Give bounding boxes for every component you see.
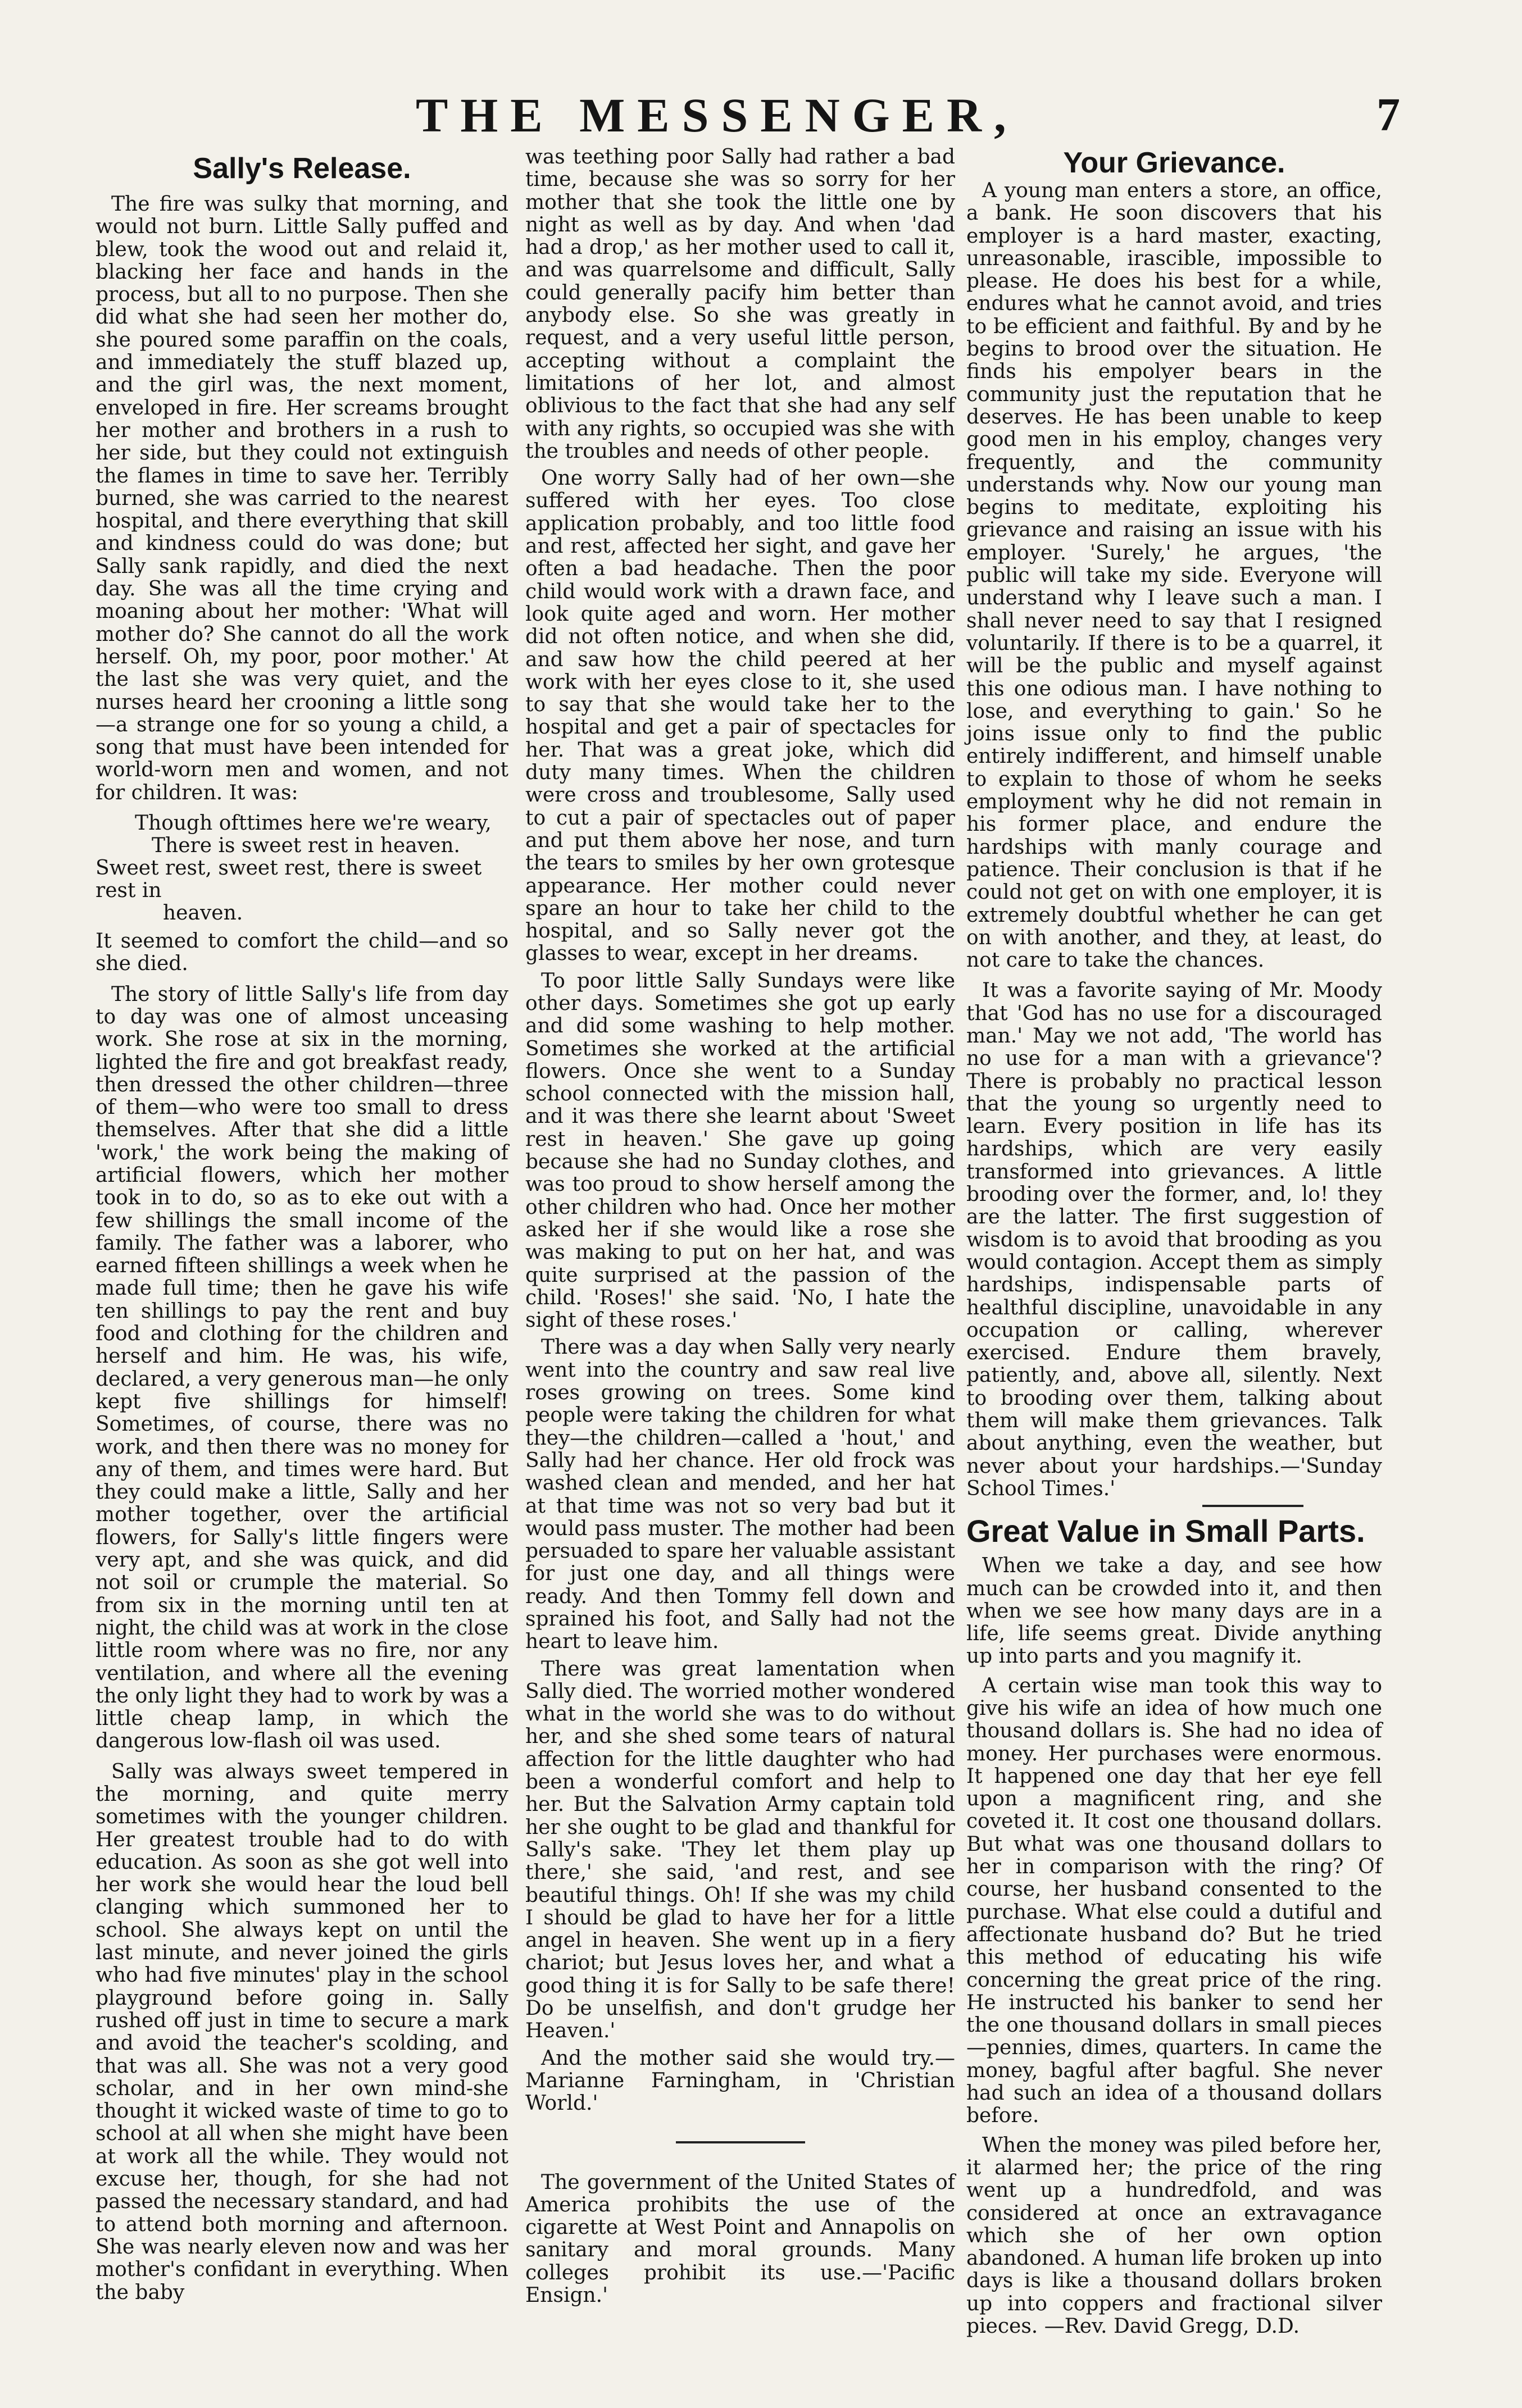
sally-paragraph-4: Sally was always sweet tempered in the morning, and quite merry sometimes with the younger children. Her greatest trouble had to do with education. As soon as she got well into her work she would hear the loud bell clanging which summoned her to school. She always kept on until the last minute, and never joined the girls who had five minutes' play in the school playground before going in. Sally rushed off just in time to secure a mark and avoid the teacher's scolding, and that was all. She was not a very good scholar, and in her own mind-she thought it wicked waste of time to go to school at all when she might have been at work all the while. They would not excuse her, though, for she had not passed the necessary standard, and had to attend both morning and afternoon. She was nearly eleven now and was her mother's confidant in everything. When the baby [96, 1760, 508, 2304]
article-title-your-grievance: Your Grievance. [1063, 147, 1285, 179]
value-paragraph-3: When the money was piled before her, it alarmed her; the price of the ring went up a hundredfold, and was considered at once an extravagance which she of her own option abandoned. A human life broken up into days is like a thousand dollars broken up into coppers and fractional silver pieces. —Rev. David Gregg, D.D. [966, 2133, 1382, 2338]
sally-paragraph-6: One worry Sally had of her own—she suffered with her eyes. Too close application probably, and too little food and rest, affected her sight, and gave her often a bad headache. Then the poor child would work with a drawn face, and look quite aged and worn. Her mother did not often notice, and when she did, and saw how the child peered at her work with her eyes close to it, she used to say that she would take her to the hospital and get a pair of spectacles for her. That was a great joke, which did duty many times. When the children were cross and troublesome, Sally used to cut a pair of spectacles out of paper and put them above her nose, and turn the tears to smiles by her own grotesque appearance. Her mother could never spare an hour to take her child to the hospital, and so Sally never got the glasses to wear, except in her dreams. [525, 467, 955, 966]
verse-line-3: Sweet rest, sweet rest, there is sweet rest in [96, 857, 482, 903]
sally-paragraph-5: was teething poor Sally had rather a bad time, because she was so sorry for her mother that she took the little one by night as well as by day. And when 'dad had a drop,' as her mother used to call it, and was quarrelsome and difficult, Sally could generally pacify him better than anybody else. So she was greatly in request, and a very useful little person, accepting without a complaint the limitations of her lot, and almost oblivious to the fact that she had any self with any rights, so occupied was she with the troubles and needs of other people. [525, 145, 955, 463]
sally-paragraph-1: The fire was sulky that morning, and would not burn. Little Sally puffed and blew, took the wood out and relaid it, blacking her face and hands in the process, but all to no purpose. Then she did what she had seen her mother do, she poured some paraffin on the coals, and immediately the stuff blazed up, and the girl was, the next moment, enveloped in fire. Her screams brought her mother and brothers in a rush to her side, but they could not extinguish the flames in time to save her. Terribly burned, she was carried to the nearest hospital, and there everything that skill and kindness could do was done; but Sally sank rapidly, and died the next day. She was all the time crying and moaning about her mother: 'What will mother do? She cannot do all the work herself. Oh, my poor, poor mother.' At the last she was very quiet, and the nurses heard her crooning a little song—a strange one for so young a child, a song that must have been intended for world-worn men and women, and not for children. It was: [96, 193, 508, 804]
sally-paragraph-10: And the mother said she would try.—Marianne Farningham, in 'Christian World.' [525, 2046, 955, 2115]
newspaper-title: THE MESSENGER, [416, 88, 1019, 142]
sally-paragraph-8: There was a day when Sally very nearly went into the country and saw real live roses growing on trees. Some kind people were taking the children for what they—the children—called a 'hout,' and Sally had her chance. Her old frock was washed clean and mended, and her hat at that time was not so very bad but it would pass muster. The mother had been persuaded to spare her valuable assistant for just one day, and all things were ready. And then Tommy fell down and sprained his foot, and Sally had not the heart to leave him. [525, 1336, 955, 1654]
value-paragraph-2: A certain wise man took this way to give his wife an idea of how much one thousand dollars is. She had no idea of money. Her purchases were enormous. It happened one day that her eye fell upon a magnificent ring, and she coveted it. It cost one thousand dollars. But what was one thousand dollars to her in comparison with the ring? Of course, her husband consented to the purchase. What else could a dutiful and affectionate husband do? But he tried this method of educating his wife concerning the great price of the ring. He instructed his banker to send her the one thousand dollars in small pieces—pennies, dimes, quarters. In came the money, bagful after bagful. She never had such an idea of a thousand dollars before. [966, 1674, 1382, 2128]
column-3 [966, 146, 1382, 2338]
masthead [0, 84, 1522, 146]
column-1 [96, 146, 508, 2304]
verse-line-2: There is sweet rest in heaven. [152, 834, 460, 858]
hymn-verse [96, 812, 508, 925]
grievance-paragraph-1: A young man enters a store, an office, a bank. He soon discovers that his employer is a hard master, exacting, unreasonable, irascible, impossible to please. He does his best for a while, endures what he cannot avoid, and tries to be efficient and faithful. By and by he begins to brood over the situation. He finds his empolyer bears in the community just the reputation that he deserves. He has been unable to keep good men in his employ, changes very frequently, and the community understands why. Now our young man begins to meditate, exploiting his grievance and raising an issue with his employer. 'Surely,' he argues, 'the public will take my side. Everyone will understand why I leave such a man. I shall never need to say that I resigned voluntarily. If there is to be a quarrel, it will be the public and myself against this one odious man. I have nothing to lose, and everything to gain.' So he joins issue only to find the public entirely indifferent, and himself unable to explain to those of whom he seeks employment why he did not remain in his former place, and endure the hardships with manly courage and patience. Their conclusion is that if he could not get on with one employer, it is extremely doubtful whether he can get on with another, and they, at least, do not care to take the chances. [966, 179, 1382, 972]
verse-line-1: Though ofttimes here we're weary, [135, 812, 492, 835]
page-number: 7 [1376, 89, 1400, 141]
value-paragraph-1: When we take a day, and see how much can be crowded into it, and then when we see how many days are in a life, life seems great. Divide anything up into parts and you magnify it. [966, 1554, 1382, 1668]
sally-paragraph-3: The story of little Sally's life from day to day was one of almost unceasing work. She rose at six in the morning, lighted the fire and got breakfast ready, then dressed the other children—three of them—who were too small to dress themselves. After that she did a little 'work,' the work being the making of artificial flowers, which her mother took in to do, so as to eke out with a few shillings the small income of the family. The father was a laborer, who earned fifteen shillings a week when he made full time; then he gave his wife ten shillings to pay the rent and buy food and clothing for the children and herself and him. He was, his wife, declared, a very generous man—he only kept five shillings for himself! Sometimes, of course, there was no work, and then there was no money for any of them, and times were hard. But they could make a little, Sally and her mother together, over the artificial flowers, for Sally's little fingers were very apt, and she was quick, and did not soil or crumple the material. So from six in the morning until ten at night, the child was at work in the close little room where was no fire, nor any ventilation, and where all the evening the only light they had to work by was a little cheap lamp, in which the dangerous low-flash oil was used. [96, 982, 508, 1753]
verse-line-4: heaven. [163, 902, 243, 925]
column-2 [525, 146, 955, 2307]
article-title-great-value: Great Value in Small Parts. [966, 1513, 1365, 1549]
grievance-paragraph-2: It was a favorite saying of Mr. Moody that 'God has no use for a discouraged man.' May we not add, 'The world has no use for a man with a grievance'? There is probably no practical lesson that the young so urgently need to learn. Every position in life has its hardships, which are very easily transformed into grievances. A little brooding over the former, and, lo! they are the latter. The first suggestion of wisdom is to avoid that brooding as you would contagion. Accept them as simply hardships, indispensable parts of healthful discipline, unavoidable in any occupation or calling, wherever exercised. Endure them bravely, patiently, and, above all, silently. Next to brooding over them, talking about them will make them grievances. Talk about anything, even the weather, but never about your hardships.—'Sunday School Times.' [966, 979, 1382, 1500]
section-divider [676, 2141, 805, 2143]
sally-paragraph-2: It seemed to comfort the child—and so she died. [96, 930, 508, 976]
sally-paragraph-7: To poor little Sally Sundays were like other days. Sometimes she got up early and did some washing to help mother. Sometimes she worked at the artificial flowers. Once she went to a Sunday school connected with the mission hall, and it was there she learnt about 'Sweet rest in heaven.' She gave up going because she had no Sunday clothes, and was too proud to show herself among the other children who had. Once her mother asked her if she would like a rose she was making to put on her hat, and was quite surprised at the passion of the child. 'Roses!' she said. 'No, I hate the sight of these roses.' [525, 969, 955, 1332]
article-title-sallys-release: Sally's Release. [193, 152, 411, 185]
cigarette-note: The government of the United States of America prohibits the use of the cigarette at West Point and Annapolis on sanitary and moral grounds. Many colleges prohibit its use.—'Pacific Ensign.' [525, 2170, 955, 2307]
sally-paragraph-9: There was great lamentation when Sally died. The worried mother wondered what in the world she was to do without her, and she shed some tears of natural affection for the little daughter who had been a wonderful comfort and help to her. But the Salvation Army captain told her she ought to be glad and thankful for Sally's sake. 'They let them play up there,' she said, 'and rest, and see beautiful things. Oh! If she was my child I should be glad to have her for a little angel in heaven. She went up in a fiery chariot; but Jesus loves her, and what a good thing it is for Sally to be safe there! Do be unselfish, and don't grudge her Heaven.' [525, 1657, 955, 2043]
